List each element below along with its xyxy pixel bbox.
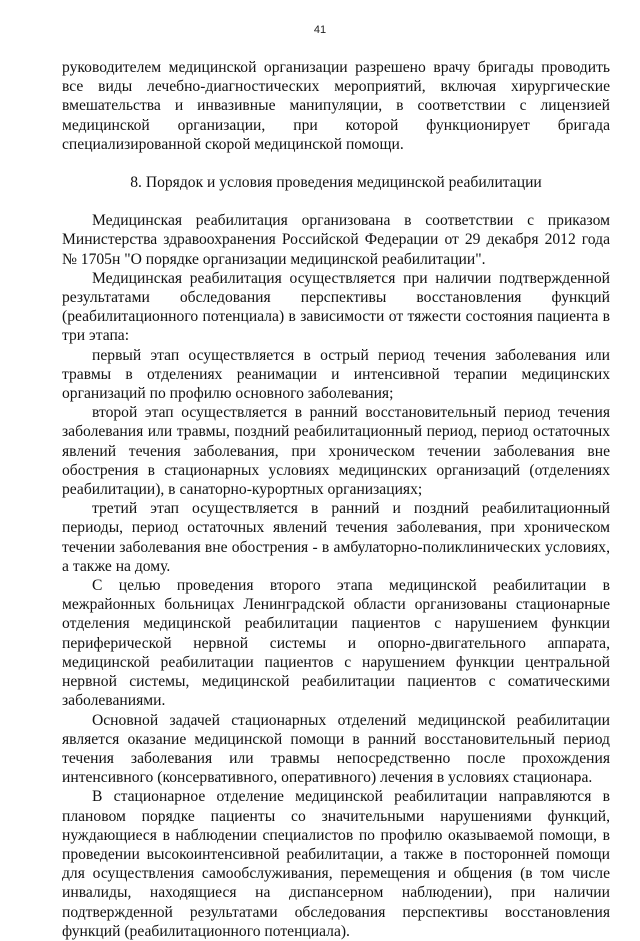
paragraph: второй этап осуществляется в ранний восстановительный период течения заболевания или травмы, поздний реабилитационный период, период остаточных явлений течения заболевания, при хроническом течении заболевания вне обострения в стационарных условиях медицинских организаций (отделениях реабилитации), в санаторно-курортных организациях; — [62, 404, 610, 499]
section-heading: 8. Порядок и условия проведения медицинской реабилитации — [130, 174, 542, 192]
paragraph: С целью проведения второго этапа медицинской реабилитации в межрайонных больницах Ленинградской области организованы стационарные отделения медицинской реабилитации пациентов с нарушением функции периферической нервной системы и опорно-двигательного аппарата, медицинской реабилитации пациентов с нарушением функции центральной нервной системы, медицинской реабилитации пациентов с соматическими заболеваниями. — [62, 577, 610, 710]
paragraph: первый этап осуществляется в острый период течения заболевания или травмы в отделениях реанимации и интенсивной терапии медицинских организаций по профилю основного заболевания; — [62, 346, 610, 403]
page-number: 41 — [313, 24, 327, 36]
paragraph: третий этап осуществляется в ранний и поздний реабилитационный периоды, период остаточных явлений течения заболевания, при хроническом течении заболевания вне обострения - в амбулаторно-поликлинических условиях, а также на дому. — [62, 500, 610, 575]
paragraph-continued: руководителем медицинской организации разрешено врачу бригады проводить все виды лечебно-диагностических мероприятий, включая хирургические вмешательства и инвазивные манипуляции, в соответствии с лицензией медицинской организации, при которой функционирует бригада специализированной скорой медицинской помощи. — [62, 59, 610, 153]
document-body — [62, 58, 610, 941]
paragraph: Медицинская реабилитация организована в соответствии с приказом Министерства здравоохранения Российской Федерации от 29 декабря 2012 года № 1705н "О порядке организации медицинской реабилитации". — [62, 212, 610, 268]
paragraph: Основной задачей стационарных отделений медицинской реабилитации является оказание медицинской помощи в ранний восстановительный период течения заболевания или травмы непосредственно после прохождения интенсивного (консервативного, оперативного) лечения в условиях стационара. — [62, 711, 610, 787]
paragraph: Медицинская реабилитация осуществляется при наличии подтвержденной результатами обследования перспективы восстановления функций (реабилитационного потенциала) в зависимости от тяжести состояния пациента в три этапа: — [62, 269, 610, 345]
paragraph: В стационарное отделение медицинской реабилитации направляются в плановом порядке пациенты со значительными нарушениями функций, нуждающиеся в наблюдении специалистов по профилю оказываемой помощи, в проведении высокоинтенсивной реабилитации, а также в посторонней помощи для осуществления самообслуживания, перемещения и общения (в том числе инвалиды, находящиеся на диспансерном наблюдении), при наличии подтвержденной результатами обследования перспективы восстановления функций (реабилитационного потенциала). — [62, 788, 610, 940]
